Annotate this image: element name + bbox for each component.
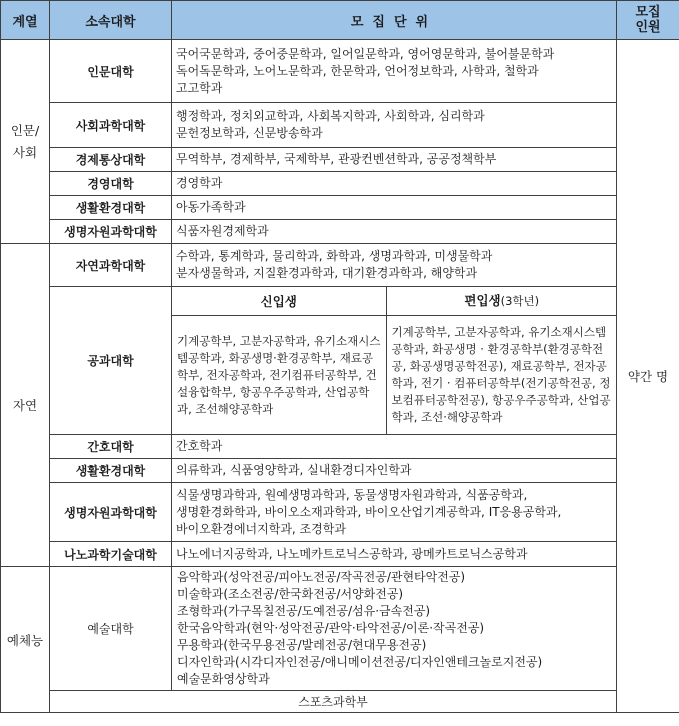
group-science: 자연 — [1, 244, 50, 567]
engineering-subtable — [172, 287, 617, 434]
college-humanities: 인문대학 — [50, 40, 172, 103]
depts-nursing: 간호학과 — [172, 435, 617, 459]
college-arts: 예술대학 — [50, 567, 172, 691]
group-arts: 예체능 — [1, 567, 50, 713]
row-human-ecology-2 — [1, 459, 679, 483]
college-engineering: 공과대학 — [50, 287, 172, 435]
depts-business: 경영학과 — [172, 172, 617, 196]
transfer-note: (3학년) — [500, 294, 540, 308]
college-social-science: 사회과학대학 — [50, 103, 172, 148]
header-row — [1, 1, 679, 40]
college-economics: 경제통상대학 — [50, 148, 172, 172]
row-sports — [1, 691, 679, 713]
freshman-depts: 기계공학부, 고분자공학과, 유기소재시스템공학과, 화공생명·환경공학부, 재료공학부, 전자공학과, 전기컴퓨터공학부, 건설융합학부, 항공우주공학과, 산업공학과, 조선해양공학과 — [172, 316, 386, 435]
header-units: 모집단위 — [172, 1, 617, 40]
depts-nano: 나노에너지공학과, 나노메카트로닉스공학과, 광메카트로닉스공학과 — [172, 542, 617, 567]
depts-human-ecology-1: 아동가족학과 — [172, 196, 617, 220]
row-business — [1, 172, 679, 196]
transfer-label: 편입생 — [464, 293, 501, 308]
college-business: 경영대학 — [50, 172, 172, 196]
depts-economics: 무역학부, 경제학부, 국제학부, 관광컨벤션학과, 공공정책학부 — [172, 148, 617, 172]
depts-social-science: 행정학과, 정치외교학과, 사회복지학과, 사회학과, 심리학과 문헌정보학과, 신문방송학과 — [172, 103, 617, 148]
depts-humanities: 국어국문학과, 중어중문학과, 일어일문학과, 영어영문학과, 불어불문학과 독어독문학과, 노어노문학과, 한문학과, 언어정보학과, 사학과, 철학과 고고학과 — [172, 40, 617, 103]
transfer-header — [386, 287, 617, 316]
college-life-resources-2: 생명자원과학대학 — [50, 483, 172, 542]
group-humanities: 인문/ 사회 — [1, 40, 50, 244]
row-human-ecology-1 — [1, 196, 679, 220]
college-nursing: 간호대학 — [50, 435, 172, 459]
header-field: 계열 — [1, 1, 50, 40]
transfer-depts: 기계공학부, 고분자공학과, 유기소재시스템공학과, 화공생명 · 환경공학부(환경공학전공, 화공생명공학전공), 재료공학부, 전자공학과, 전기 · 컴퓨터공학부(전기공학전공, 정보컴퓨터공학전공), 항공우주공학과, 산업공학과, 조선·해양공학과 — [386, 316, 617, 435]
college-human-ecology-2: 생활환경대학 — [50, 459, 172, 483]
quota-cell: 약간 명 — [617, 40, 679, 713]
header-quota: 모집 인원 — [617, 1, 679, 40]
freshman-header: 신입생 — [172, 287, 386, 316]
row-life-resources-2 — [1, 483, 679, 542]
row-life-resources-1 — [1, 220, 679, 244]
row-nano — [1, 542, 679, 567]
depts-natural-science: 수학과, 통계학과, 물리학과, 화학과, 생명과학과, 미생물학과 분자생물학과, 지질환경과학과, 대기환경과학과, 해양학과 — [172, 244, 617, 287]
engineering-split-cell — [172, 287, 617, 435]
row-natural-science — [1, 244, 679, 287]
header-college: 소속대학 — [50, 1, 172, 40]
college-human-ecology-1: 생활환경대학 — [50, 196, 172, 220]
depts-arts: 음악학과(성악전공/피아노전공/작곡전공/관현타악전공) 미술학과(조소전공/한국화전공/서양화전공) 조형학과(가구목칠전공/도예전공/섬유·금속전공) 한국음악학과(현악·성악전공/관악·타악전공/이론·작곡전공) 무용학과(한국무용전공/발레전공/현대무용전공) 디자인학과(시각디자인전공/애니메이션전공/디자인앤테크놀로지전공) 예술문화영상학과 — [172, 567, 617, 691]
row-economics — [1, 148, 679, 172]
depts-life-resources-2: 식물생명과학과, 원예생명과학과, 동물생명자원과학과, 식품공학과, 생명환경화학과, 바이오소재과학과, 바이오산업기계공학과, IT응용공학과, 바이오환경에너지학과, 조경학과 — [172, 483, 617, 542]
row-engineering — [1, 287, 679, 435]
depts-life-resources-1: 식품자원경제학과 — [172, 220, 617, 244]
row-nursing — [1, 435, 679, 459]
college-natural-science: 자연과학대학 — [50, 244, 172, 287]
row-social-science — [1, 103, 679, 148]
college-life-resources-1: 생명자원과학대학 — [50, 220, 172, 244]
depts-sports: 스포츠과학부 — [50, 691, 617, 713]
depts-human-ecology-2: 의류학과, 식품영양학과, 실내환경디자인학과 — [172, 459, 617, 483]
row-humanities — [1, 40, 679, 103]
college-nano: 나노과학기술대학 — [50, 542, 172, 567]
row-arts — [1, 567, 679, 691]
